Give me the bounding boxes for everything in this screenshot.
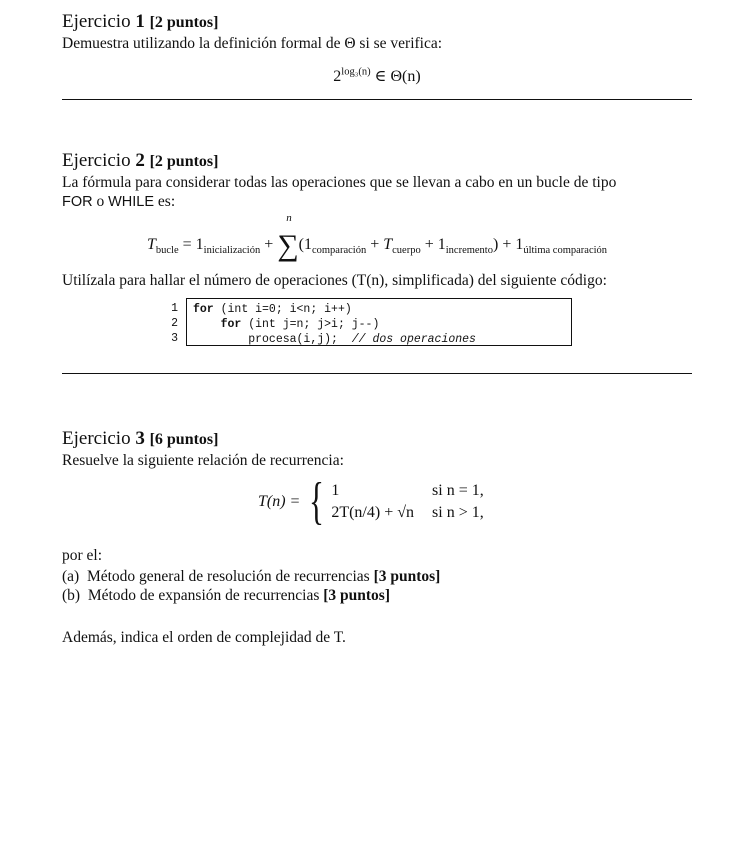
exercise-1-statement: Demuestra utilizando la definición formal de Θ si se verifica: bbox=[62, 35, 443, 52]
left-brace: { bbox=[309, 473, 325, 530]
exercise-3-heading bbox=[62, 428, 692, 451]
divider-1 bbox=[62, 99, 692, 100]
item-a: (a) Método general de resolución de recurrencias [3 puntos] bbox=[62, 568, 441, 585]
exercise-2-heading bbox=[62, 150, 692, 173]
exercise-1-formula: $2^{log_3(n)}$ ∈ Θ(n) bbox=[333, 66, 421, 85]
item-b: (b) Método de expansión de recurrencias [3 puntos] bbox=[62, 587, 391, 604]
divider-2 bbox=[62, 373, 692, 374]
exercise-1-number: 1 bbox=[135, 11, 145, 32]
exercise-1-title: Ejercicio bbox=[62, 11, 131, 32]
recurrence-formula: T(n) = { 1 si n = 1, 2T(n/4) + √n si n > 1, bbox=[258, 473, 484, 530]
exercise-3-final: Además, indica el orden de complejidad de T. bbox=[62, 629, 346, 646]
exercise-2-formula: $T_{bucle} = 1_{inicialización}$ + ∑ n $(1_{comparación} + T_{cuerpo} + 1_{incremento}) + 1_{última comparación}$ bbox=[146, 212, 608, 262]
exercise-3-statement: Resuelve la siguiente relación de recurrencia: bbox=[62, 452, 344, 469]
exercise-1 bbox=[62, 11, 442, 53]
exercise-2-question: Utilízala para hallar el número de operaciones (T(n), simplificada) del siguiente código: bbox=[62, 272, 607, 289]
exercise-1-points: [2 puntos] bbox=[149, 14, 219, 31]
exercise-2-title: Ejercicio bbox=[62, 150, 131, 171]
exercise-3-number: 3 bbox=[135, 428, 145, 449]
exercise-2-points: [2 puntos] bbox=[149, 153, 219, 170]
code-line-numbers: 1 2 3 bbox=[171, 302, 178, 345]
exercise-3-items bbox=[62, 546, 692, 605]
exercise-3-points: [6 puntos] bbox=[149, 431, 219, 448]
by-label: por el: bbox=[62, 547, 103, 564]
exercise-1-heading bbox=[62, 11, 442, 34]
exercise-2 bbox=[62, 150, 692, 212]
sum-symbol: ∑ n bbox=[277, 212, 299, 262]
exercise-2-number: 2 bbox=[135, 150, 145, 171]
code-box: for (int i=0; i<n; i++) for (int j=n; j>i; j--) procesa(i,j); // dos operaciones bbox=[186, 298, 572, 346]
exercise-2-statement: La fórmula para considerar todas las operaciones que se llevan a cabo en un bucle de tipo FOR o WHILE es: bbox=[62, 174, 617, 210]
exercise-3 bbox=[62, 428, 692, 470]
exercise-3-title: Ejercicio bbox=[62, 428, 131, 449]
